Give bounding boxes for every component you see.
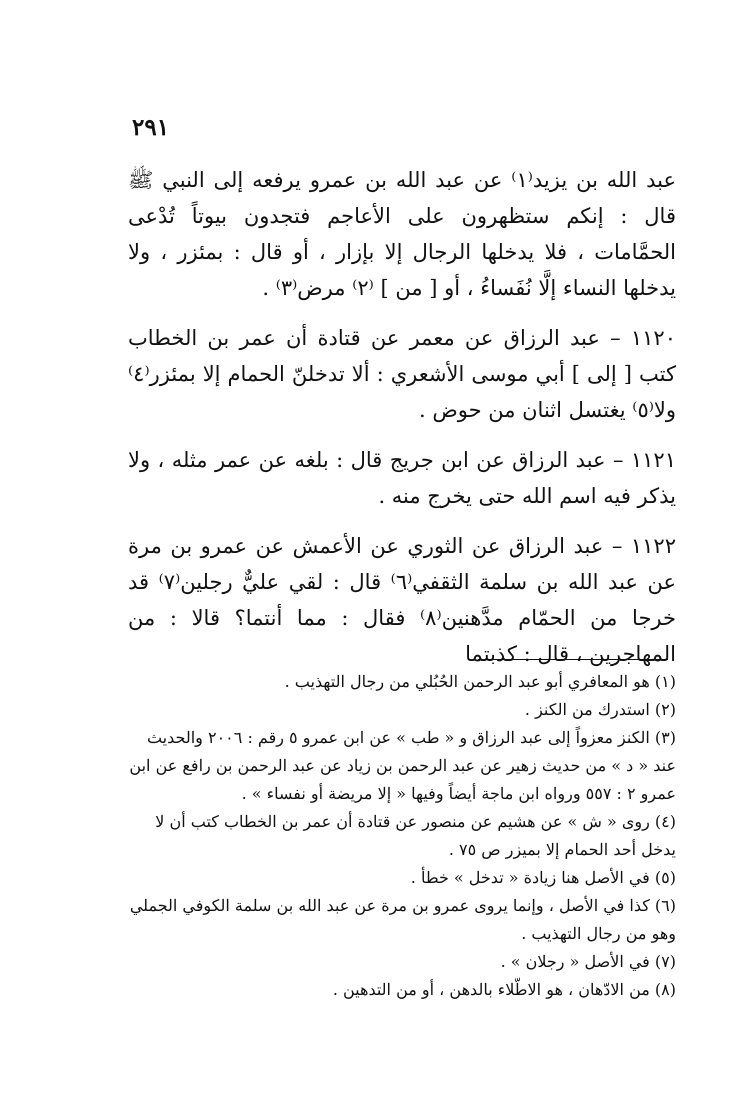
footnotes <box>128 668 676 1004</box>
footnote-3: (٣) الكنز معزواً إلى عبد الرزاق و « طب » عن ابن عمرو ٥ رقم : ٢٠٠٦ والحديث عند « د » من حديث زهير عن عبد الرحمن بن زياد عن عبد الرحمن بن رافع عن ابن عمرو ٢ : ٥٥٧ ورواه ابن ماجة أيضاً وفيها « إلا مريضة أو نفساء » . <box>129 728 676 803</box>
footnote-5: (٥) في الأصل هنا زيادة « تدخل » خطأ . <box>410 868 676 887</box>
paragraph-1121: ١١٢١ – عبد الرزاق عن ابن جريج قال : بلغه عن عمر مثله ، ولا يذكر فيه اسم الله حتى يخرج منه . <box>128 448 676 508</box>
paragraph-1: عبد الله بن يزيد⁽١⁾ عن عبد الله بن عمرو يرفعه إلى النبي ﷺ قال : إنكم ستظهرون على الأعاجم فتجدون بيوتاً تُدْعى الحمَّامات ، فلا يدخلها الرجال إلا بإزار ، أو قال : بمئزر ، ولا يدخلها النساء إلَّا نُفَساءُ ، أو [ من ] ⁽٢⁾ مرض⁽٣⁾ . <box>128 168 676 300</box>
paragraph-1120: ١١٢٠ – عبد الرزاق عن معمر عن قتادة أن عمر بن الخطاب كتب [ إلى ] أبي موسى الأشعري : ألا تدخلنّ الحمام إلا بمئزر⁽٤⁾ ولا⁽٥⁾ يغتسل اثنان من حوض . <box>128 326 676 422</box>
footnote-4: (٤) روى « ش » عن هشيم عن منصور عن قتادة أن عمر بن الخطاب كتب أن لا يدخل أحد الحمام إلا بميزر ص ٧٥ . <box>155 812 676 859</box>
footnote-2: (٢) استدرك من الكنز . <box>524 700 676 719</box>
footnote-1: (١) هو المعافري أبو عبد الرحمن الحُبُلي من رجال التهذيب . <box>284 672 676 691</box>
page-number: ٢٩١ <box>132 114 170 141</box>
footnote-7: (٧) في الأصل « رجلان » . <box>500 952 676 971</box>
main-text <box>128 162 676 686</box>
footnote-divider <box>478 659 668 660</box>
paragraph-1122: ١١٢٢ – عبد الرزاق عن الثوري عن الأعمش عن عمرو بن مرة عن عبد الله بن سلمة الثقفي⁽٦⁾ قال : لقي عليٌّ رجلين⁽٧⁾ قد خرجا من الحمّام مدَّهنين⁽٨⁾ فقال : مما أنتما؟ قالا : من المهاجرين ، قال : كذبتما <box>128 534 677 666</box>
footnote-8: (٨) من الادّهان ، هو الاطّلاء بالدهن ، أو من التدهين . <box>332 980 676 999</box>
footnote-6: (٦) كذا في الأصل ، وإنما يروى عمرو بن مرة عن عبد الله بن سلمة الكوفي الجملي وهو من رجال التهذيب . <box>129 896 676 943</box>
